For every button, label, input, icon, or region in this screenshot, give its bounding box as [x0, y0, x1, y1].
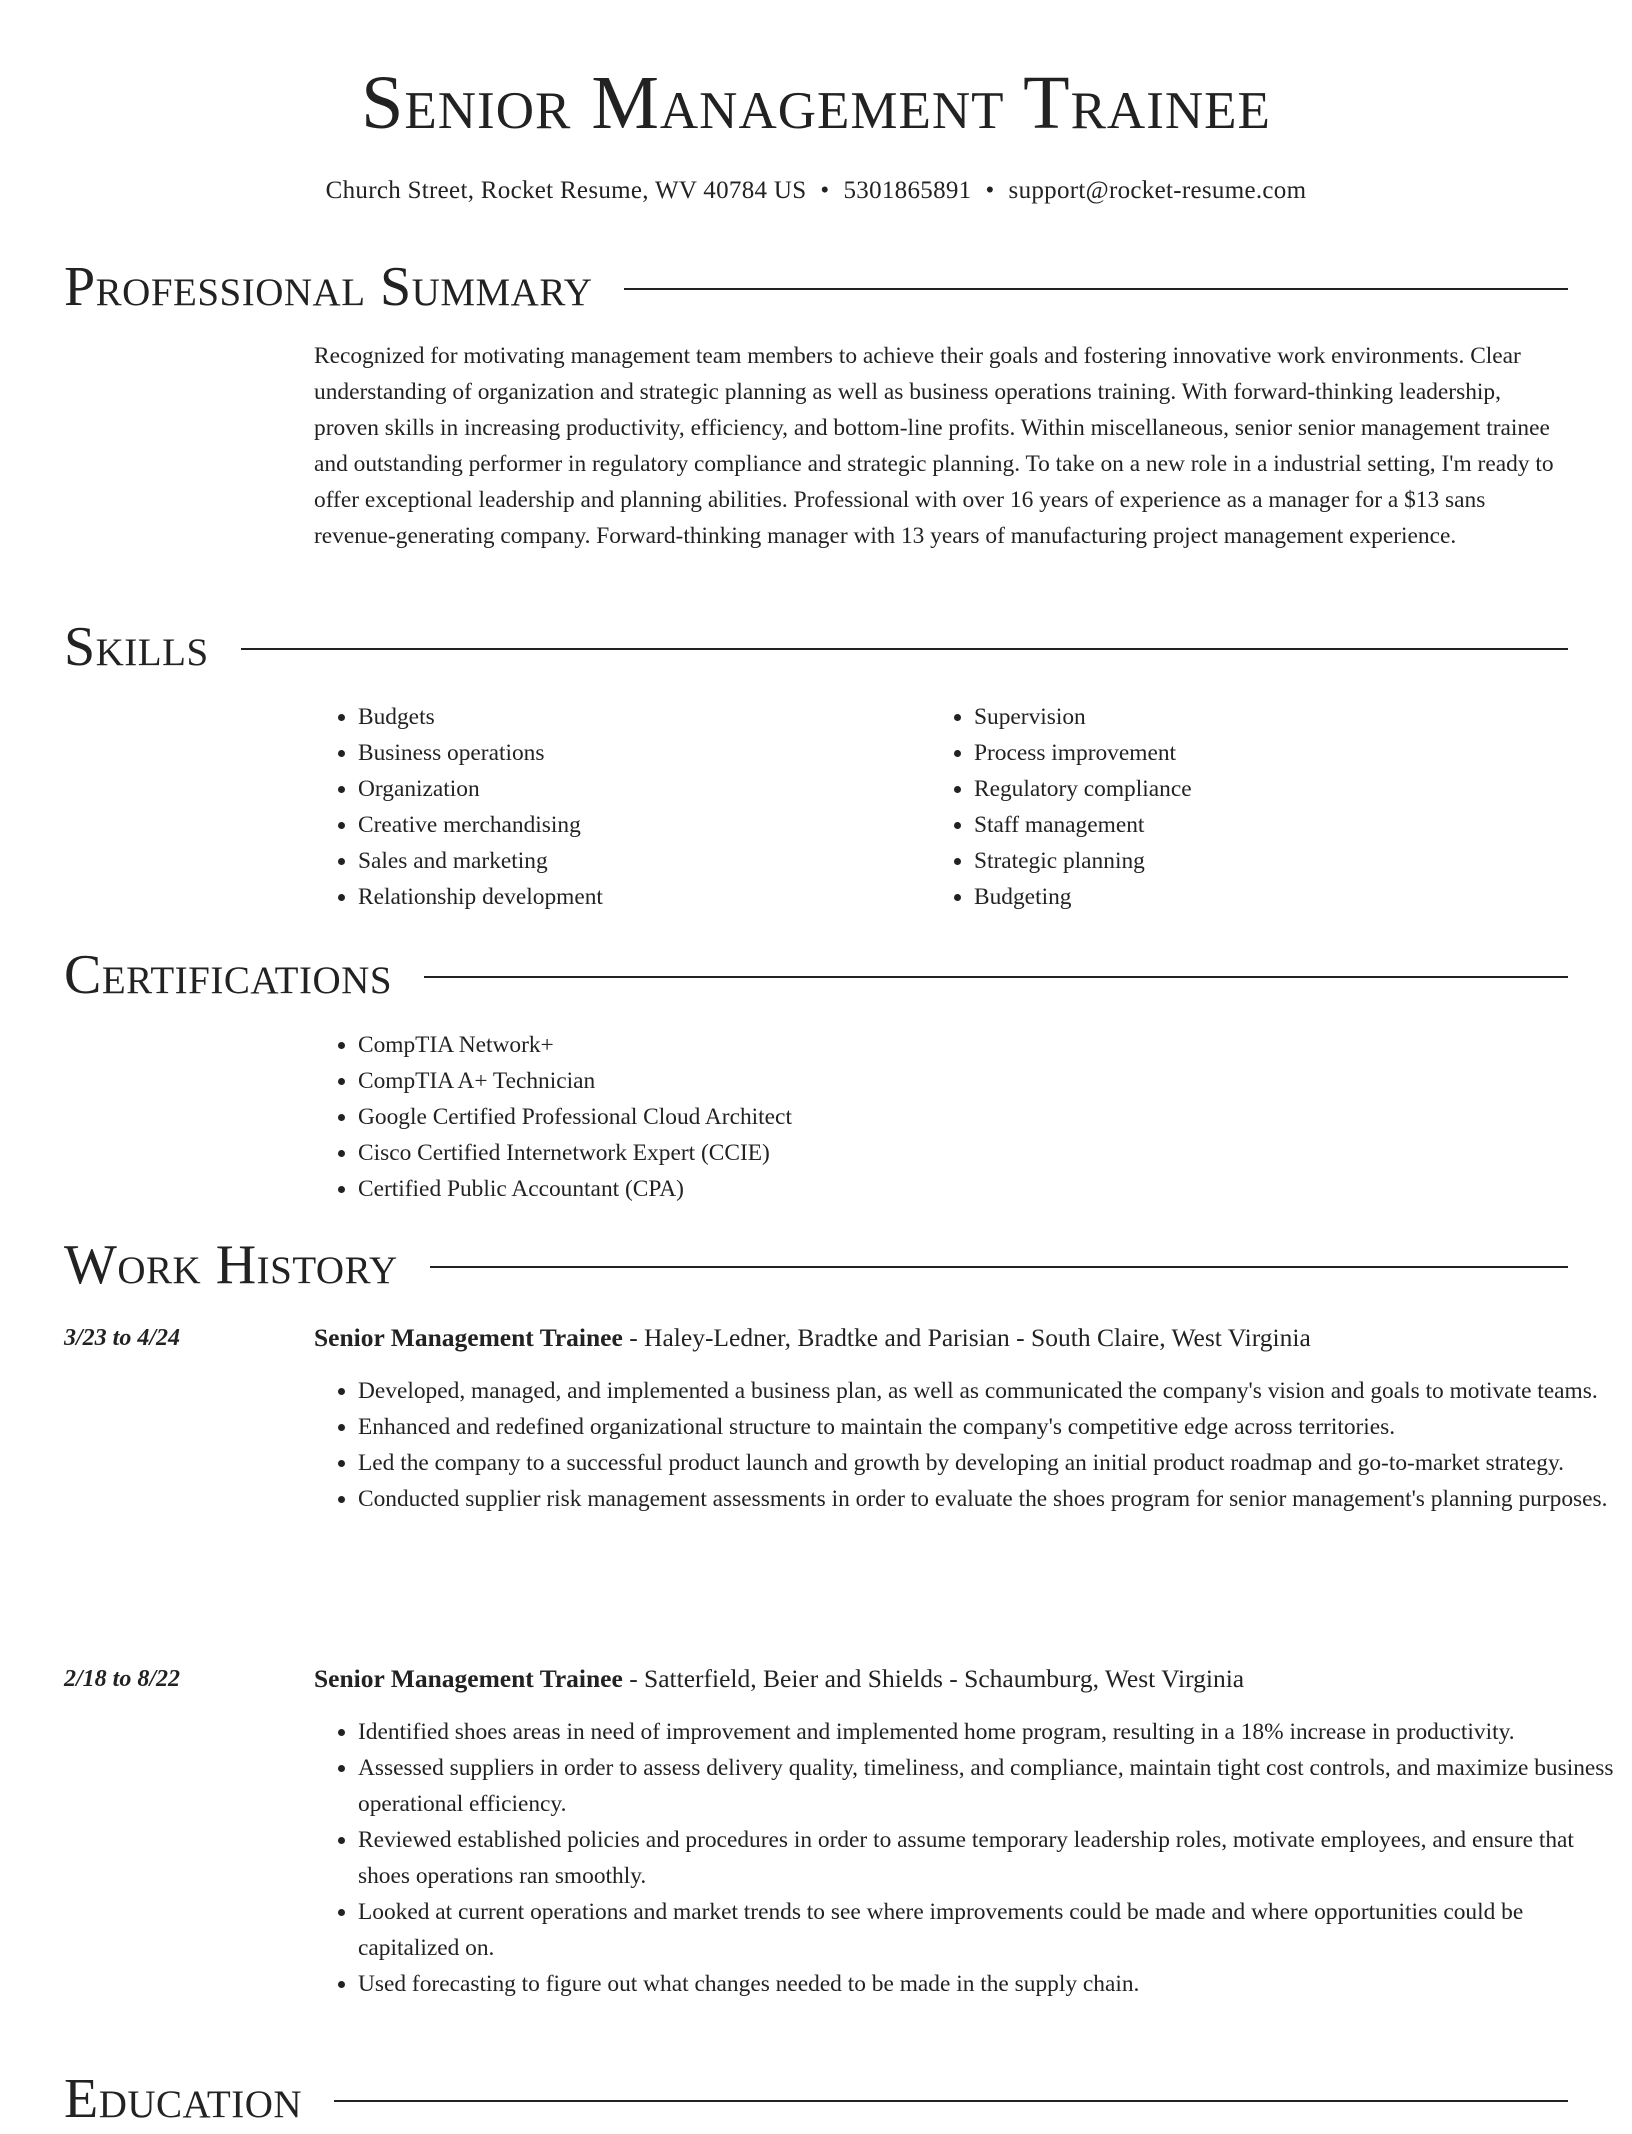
certification-item: • Certified Public Accountant (CPA) [358, 1171, 792, 1207]
skills-list-left [314, 699, 603, 915]
section-header-education [64, 2064, 1568, 2134]
job-bullet: • Assessed suppliers in order to assess delivery quality, timeliness, and compliance, maintain tight cost controls, and maximize business operational efficiency. [358, 1750, 1618, 1822]
skill-item: • Creative merchandising [358, 807, 603, 843]
skill-item: • Strategic planning [974, 843, 1192, 879]
certification-item: • CompTIA A+ Technician [358, 1063, 792, 1099]
skill-item: • Regulatory compliance [974, 771, 1192, 807]
skill-item: • Budgeting [974, 879, 1192, 915]
job-bullets [314, 1714, 1618, 2002]
job-title: Senior Management Trainee [314, 1664, 623, 1693]
job-bullets [314, 1373, 1618, 1517]
skill-item: • Sales and marketing [358, 843, 603, 879]
section-header-summary [64, 252, 1568, 322]
job-bullet: • Enhanced and redefined organizational structure to maintain the company's competitive edge across territories. [358, 1409, 1618, 1445]
job-employer-location: - Haley-Ledner, Bradtke and Parisian - South Claire, West Virginia [622, 1323, 1311, 1352]
job-bullet: • Identified shoes areas in need of improvement and implemented home program, resulting in a 18% increase in productivity. [358, 1714, 1618, 1750]
section-divider [424, 976, 1568, 978]
contact-separator: • [985, 177, 995, 204]
certification-item: • Google Certified Professional Cloud Architect [358, 1099, 792, 1135]
section-header-certifications [64, 940, 1568, 1010]
certifications-list [314, 1027, 792, 1207]
skills-column-right [930, 699, 1192, 915]
section-header-work-history [64, 1230, 1568, 1300]
job-bullet: • Conducted supplier risk management assessments in order to evaluate the shoes program for senior management's planning purposes. [358, 1481, 1618, 1517]
contact-line [0, 174, 1632, 208]
section-divider [334, 2100, 1568, 2102]
job-employer-location: - Satterfield, Beier and Shields - Schaumburg, West Virginia [622, 1664, 1245, 1693]
skill-item: • Process improvement [974, 735, 1192, 771]
section-divider [624, 288, 1568, 290]
job-bullet: • Developed, managed, and implemented a business plan, as well as communicated the company's vision and goals to motivate teams. [358, 1373, 1618, 1409]
summary-text: Recognized for motivating management team members to achieve their goals and fostering innovative work environments. Clear understanding of organization and strategic planning as well as business operations training. With forward-thinking leadership, proven skills in increasing productivity, efficiency, and bottom-line profits. Within miscellaneous, senior senior management trainee and outstanding performer in regulatory compliance and strategic planning. To take on a new role in a industrial setting, I'm ready to offer exceptional leadership and planning abilities. Professional with over 16 years of experience as a manager for a $13 sans revenue-generating company. Forward-thinking manager with 13 years of manufacturing project management experience. [314, 343, 1554, 549]
job-title-line [314, 1661, 1244, 1697]
section-title-work-history: Work History [64, 1234, 398, 1296]
job-dates: 2/18 to 8/22 [64, 1666, 181, 1692]
certification-item: • Cisco Certified Internetwork Expert (CCIE) [358, 1135, 792, 1171]
job-bullet: • Looked at current operations and market trends to see where improvements could be made and where opportunities could be capitalized on. [358, 1894, 1618, 1966]
section-title-summary: Professional Summary [64, 256, 593, 318]
section-divider [430, 1266, 1568, 1268]
skill-item: • Staff management [974, 807, 1192, 843]
job-bullet: • Reviewed established policies and procedures in order to assume temporary leadership roles, motivate employees, and ensure that shoes operations ran smoothly. [358, 1822, 1618, 1894]
job-bullet: • Used forecasting to figure out what changes needed to be made in the supply chain. [358, 1966, 1618, 2002]
skill-item: • Budgets [358, 699, 603, 735]
certification-item: • CompTIA Network+ [358, 1027, 792, 1063]
section-title-certifications: Certifications [64, 944, 393, 1006]
job-bullet: • Led the company to a successful product launch and growth by developing an initial product roadmap and go-to-market strategy. [358, 1445, 1618, 1481]
skill-item: • Organization [358, 771, 603, 807]
contact-email: support@rocket-resume.com [1008, 177, 1307, 204]
job-title: Senior Management Trainee [314, 1323, 623, 1352]
job-title-line [314, 1320, 1311, 1356]
skill-item: • Supervision [974, 699, 1192, 735]
section-title-skills: Skills [64, 616, 209, 678]
resume-name: Senior Management Trainee [361, 61, 1271, 145]
skills-list-right [930, 699, 1192, 915]
contact-separator: • [820, 177, 830, 204]
contact-address: Church Street, Rocket Resume, WV 40784 US [325, 177, 807, 204]
skill-item: • Relationship development [358, 879, 603, 915]
section-header-skills [64, 612, 1568, 682]
skills-column-left [314, 699, 603, 915]
job-dates: 3/23 to 4/24 [64, 1325, 181, 1351]
section-divider [241, 648, 1568, 650]
contact-phone: 5301865891 [843, 177, 972, 204]
certifications-block [314, 1027, 792, 1207]
skill-item: • Business operations [358, 735, 603, 771]
section-title-education: Education [64, 2068, 303, 2130]
